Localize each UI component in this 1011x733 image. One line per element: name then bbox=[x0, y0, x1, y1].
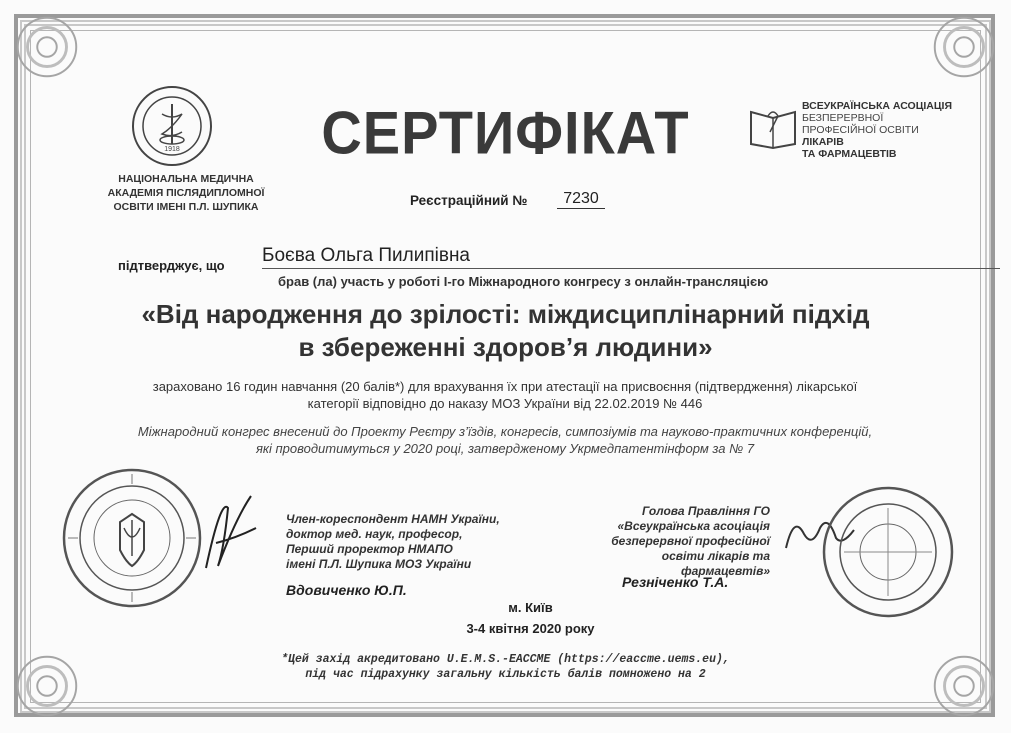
confirms-label: підтверджує, що bbox=[118, 258, 225, 273]
academy-name-line: ОСВІТИ ІМЕНІ П.Л. ШУПИКА bbox=[113, 201, 259, 213]
ministry-stamp-icon bbox=[60, 466, 204, 610]
signer-left-title bbox=[286, 512, 500, 572]
signer-right-title-line: безперервної професійної bbox=[611, 534, 770, 548]
credits-line: категорії відповідно до наказу МОЗ України від 22.02.2019 № 446 bbox=[307, 396, 703, 411]
association-name-line: ЛІКАРІВ bbox=[802, 136, 844, 148]
signature-left-icon bbox=[196, 488, 266, 578]
credits-text bbox=[60, 378, 950, 412]
academy-name-line: НАЦІОНАЛЬНА МЕДИЧНА bbox=[118, 173, 254, 185]
register-note-line: які проводитимуться у 2020 році, затвердженому Укрмедпатентінформ за № 7 bbox=[255, 441, 755, 456]
signer-right-name: Резніченко Т.А. bbox=[622, 574, 729, 590]
recipient-name: Боєва Ольга Пилипівна bbox=[262, 245, 1000, 269]
certificate-title: СЕРТИФІКАТ bbox=[321, 98, 690, 167]
congress-title bbox=[0, 298, 1011, 364]
registration-number: 7230 bbox=[557, 190, 605, 209]
registration-label: Реєстраційний № bbox=[410, 193, 528, 208]
signer-right-title-line: «Всеукраїнська асоціація bbox=[617, 519, 770, 533]
corner-ornament-top-right bbox=[925, 8, 1003, 86]
signer-right-title bbox=[600, 504, 770, 579]
academy-logo-year: 1918 bbox=[164, 146, 180, 153]
academy-name bbox=[86, 172, 286, 214]
congress-title-line: «Від народження до зрілості: міждисциплінарний підхід bbox=[141, 299, 870, 329]
register-note bbox=[60, 423, 950, 457]
credits-line: зараховано 16 годин навчання (20 балів*) для врахування їх при атестації на присвоєння (підтвердження) лікарської bbox=[152, 379, 858, 394]
signer-left-name: Вдовиченко Ю.П. bbox=[286, 582, 407, 598]
association-name-line: ПРОФЕСІЙНОЇ ОСВІТИ bbox=[802, 124, 919, 136]
signer-left-title-line: імені П.Л. Шупика МОЗ України bbox=[286, 557, 472, 571]
city: м. Київ bbox=[508, 600, 553, 615]
association-name-line: ТА ФАРМАЦЕВТІВ bbox=[802, 148, 897, 160]
accreditation-footnote bbox=[0, 652, 1011, 682]
signer-left-title-line: Член-кореспондент НАМН України, bbox=[286, 512, 500, 526]
signer-left-title-line: Перший проректор НМАПО bbox=[286, 542, 453, 556]
corner-ornament-top-left bbox=[8, 8, 86, 86]
participation-text: брав (ла) участь у роботі І-го Міжнародного конгресу з онлайн-трансляцією bbox=[278, 274, 769, 289]
congress-title-line: в збереженні здоров’я людини» bbox=[298, 332, 713, 362]
signer-right-title-line: освіти лікарів та фармацевтів» bbox=[661, 549, 770, 578]
association-name-line: ВСЕУКРАЇНСЬКА АСОЦІАЦІЯ bbox=[802, 100, 953, 112]
register-note-line: Міжнародний конгрес внесений до Проекту Реєтру з’їздів, конгресів, симпозіумів та науково-практичних конференцій, bbox=[137, 424, 873, 439]
academy-name-line: АКАДЕМІЯ ПІСЛЯДИПЛОМНОЇ bbox=[107, 187, 265, 199]
signer-left-title-line: доктор мед. наук, професор, bbox=[286, 527, 463, 541]
footnote-line: під час підрахунку загальну кількість балів помножено на 2 bbox=[305, 668, 706, 681]
event-date: 3-4 квітня 2020 року bbox=[466, 621, 595, 636]
signer-right-title-line: Голова Правління ГО bbox=[642, 504, 770, 518]
footnote-line: *Цей захід акредитовано U.E.M.S.-EACCME (https://eaccme.uems.eu), bbox=[281, 653, 730, 666]
association-name-line: БЕЗПЕРЕРВНОЇ bbox=[802, 112, 884, 124]
